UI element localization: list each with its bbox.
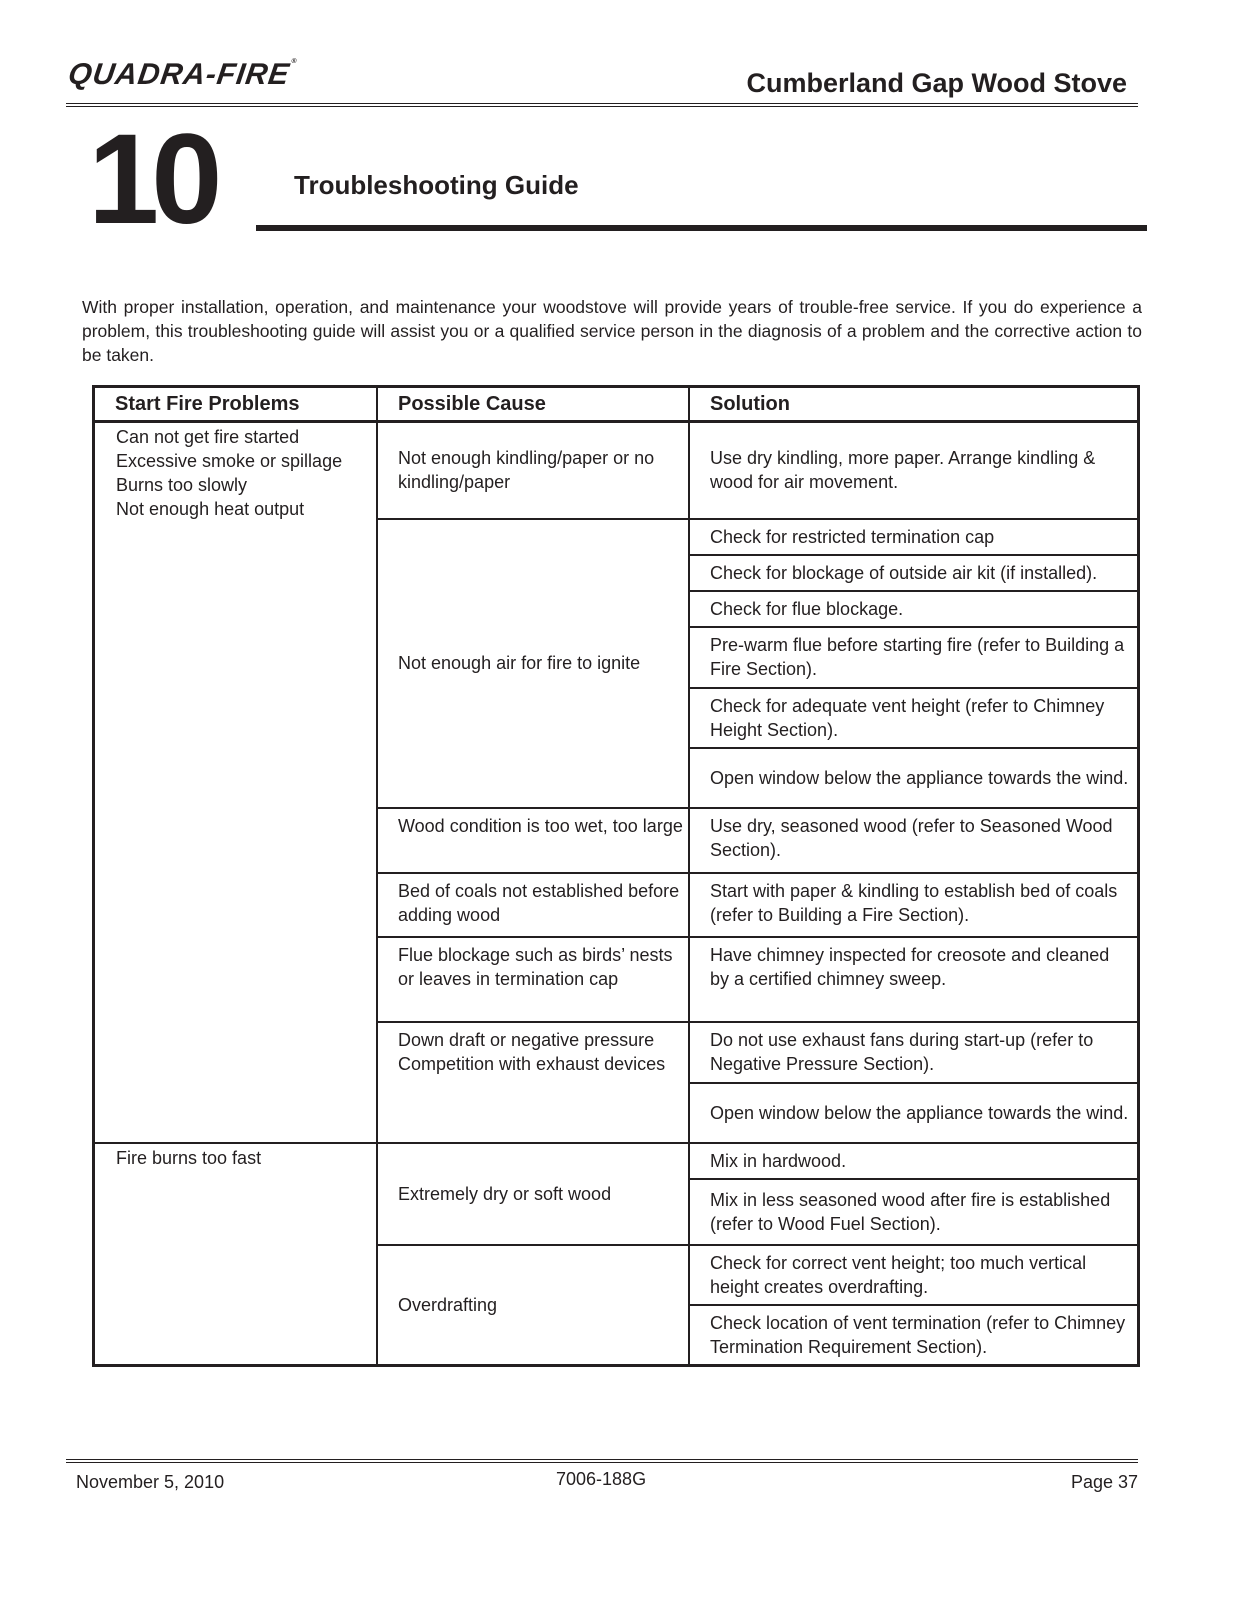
troubleshooting-table bbox=[92, 385, 1140, 1367]
table-header-row bbox=[94, 387, 1139, 422]
solution-cell: Check for adequate vent height (refer to Chimney Height Section). bbox=[689, 688, 1139, 748]
header-problems: Start Fire Problems bbox=[94, 387, 378, 422]
problem-item: Can not get fire started bbox=[116, 427, 300, 447]
problem-item: Burns too slowly bbox=[116, 475, 248, 495]
header-divider bbox=[66, 103, 1138, 107]
solution-cell: Do not use exhaust fans during start-up (refer to Negative Pressure Section). bbox=[689, 1022, 1139, 1083]
header-solution: Solution bbox=[689, 387, 1139, 422]
cause-cell: Not enough kindling/paper or no kindling/paper bbox=[377, 422, 689, 519]
solution-cell: Check for restricted termination cap bbox=[689, 519, 1139, 555]
chapter-number: 10 bbox=[88, 108, 215, 251]
solution-cell: Open window below the appliance towards the wind. bbox=[689, 748, 1139, 808]
cause-cell: Bed of coals not established before adding wood bbox=[377, 873, 689, 937]
problem-cell bbox=[94, 422, 378, 1143]
footer-divider bbox=[66, 1459, 1138, 1463]
cause-cell: Wood condition is too wet, too large bbox=[377, 808, 689, 873]
header-cause: Possible Cause bbox=[377, 387, 689, 422]
table-row bbox=[94, 422, 1139, 519]
solution-cell: Open window below the appliance towards the wind. bbox=[689, 1083, 1139, 1143]
cause-cell: Flue blockage such as birds’ nests or leaves in termination cap bbox=[377, 937, 689, 1022]
solution-cell: Check for blockage of outside air kit (if installed). bbox=[689, 555, 1139, 591]
solution-cell: Check for flue blockage. bbox=[689, 591, 1139, 627]
table-row bbox=[94, 1143, 1139, 1179]
solution-cell: Use dry, seasoned wood (refer to Seasoned Wood Section). bbox=[689, 808, 1139, 873]
solution-cell: Pre-warm flue before starting fire (refer to Building a Fire Section). bbox=[689, 627, 1139, 688]
intro-paragraph: With proper installation, operation, and maintenance your woodstove will provide years of trouble-free service. If you do experience a problem, this troubleshooting guide will assist you or a qualified service person in the diagnosis of a problem and the corrective action to be taken. bbox=[82, 296, 1142, 365]
solution-cell: Have chimney inspected for creosote and cleaned by a certified chimney sweep. bbox=[689, 937, 1139, 1022]
cause-cell: Overdrafting bbox=[377, 1245, 689, 1366]
cause-cell: Down draft or negative pressure Competition with exhaust devices bbox=[377, 1022, 689, 1143]
solution-cell: Use dry kindling, more paper. Arrange kindling & wood for air movement. bbox=[689, 422, 1139, 519]
footer-date: November 5, 2010 bbox=[76, 1472, 225, 1492]
cause-cell: Extremely dry or soft wood bbox=[377, 1143, 689, 1245]
solution-cell: Check for correct vent height; too much vertical height creates overdrafting. bbox=[689, 1245, 1139, 1305]
solution-cell: Mix in hardwood. bbox=[689, 1143, 1139, 1179]
solution-cell: Mix in less seasoned wood after fire is established (refer to Wood Fuel Section). bbox=[689, 1179, 1139, 1245]
chapter-rule bbox=[256, 225, 1147, 231]
solution-cell: Start with paper & kindling to establish bed of coals (refer to Building a Fire Section). bbox=[689, 873, 1139, 937]
problem-cell bbox=[94, 1143, 378, 1366]
solution-cell: Check location of vent termination (refer to Chimney Termination Requirement Section). bbox=[689, 1305, 1139, 1366]
document-title: Cumberland Gap Wood Stove bbox=[746, 68, 1127, 98]
chapter-title: Troubleshooting Guide bbox=[294, 170, 579, 200]
problem-item: Fire burns too fast bbox=[116, 1147, 262, 1168]
problem-item: Excessive smoke or spillage bbox=[116, 451, 343, 471]
footer-page-number: Page 37 bbox=[1070, 1472, 1138, 1492]
problem-item: Not enough heat output bbox=[116, 499, 305, 519]
cause-cell: Not enough air for fire to ignite bbox=[377, 519, 689, 808]
quadra-fire-logo: QUADRA-FIRE® bbox=[66, 58, 298, 91]
footer-doc-number: 7006-188G bbox=[556, 1469, 647, 1489]
